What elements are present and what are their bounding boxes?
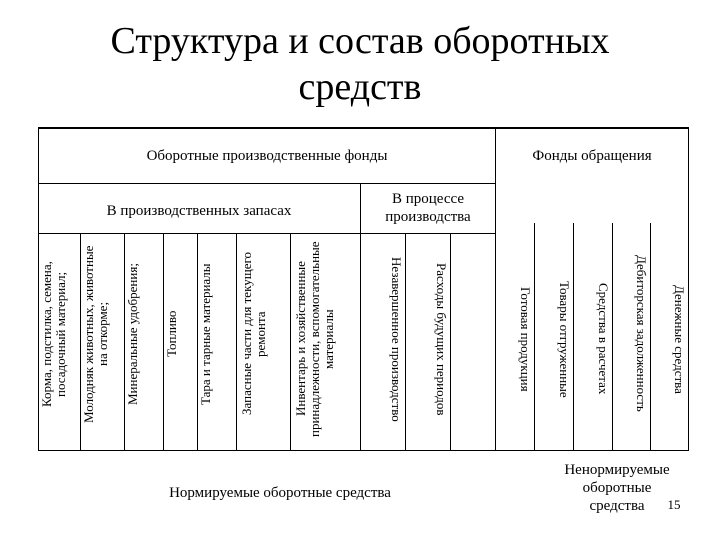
column-divider xyxy=(450,233,451,450)
column-label: Расходы будущих периодов xyxy=(434,262,449,416)
column-label: Инвентарь и хозяйственные принадлежности, вспомогательные материалы xyxy=(293,241,336,437)
column-divider xyxy=(612,223,613,450)
non-normed-funds-label: Ненормируемые оборотные средства xyxy=(564,462,670,514)
column-divider xyxy=(650,223,651,450)
header-row-divider xyxy=(38,183,496,184)
in-stocks-header: В производственных запасах xyxy=(106,203,292,219)
column-label: Молодняк животных, животные на откорме; xyxy=(81,245,110,423)
column-divider xyxy=(573,223,574,450)
bottom-border xyxy=(38,450,689,451)
column-divider xyxy=(360,233,361,450)
column-label: Готовая продукция xyxy=(518,286,533,392)
column-label: Тара и тарные материалы xyxy=(198,263,213,405)
funds-divider xyxy=(495,127,496,450)
right-border xyxy=(688,127,689,450)
column-label: Средства в расчетах xyxy=(596,283,611,395)
column-label: Денежные средства xyxy=(672,284,687,394)
stocks-process-divider xyxy=(360,183,361,233)
column-label: Корма, подстилка, семена, посадочный материал; xyxy=(39,261,68,407)
column-label: Минеральные удобрения; xyxy=(125,263,140,405)
slide-number: 15 xyxy=(667,497,681,512)
column-label: Товары отгруженные xyxy=(557,280,572,398)
column-divider xyxy=(236,233,237,450)
top-border xyxy=(38,127,689,129)
circulation-funds-header: Фонды обращения xyxy=(532,148,652,164)
page-title: Структура и состав оборотных средств xyxy=(110,20,610,108)
column-divider xyxy=(405,233,406,450)
column-label: Запасные части для текущего ремонта xyxy=(239,252,268,416)
normed-funds-label: Нормируемые оборотные средства xyxy=(169,485,391,501)
column-divider xyxy=(534,223,535,450)
column-divider xyxy=(290,233,291,450)
production-funds-header: Оборотные производственные фонды xyxy=(146,148,388,164)
in-process-header: В процессе производства xyxy=(385,191,471,225)
column-label: Дебиторская задолженность xyxy=(634,254,649,412)
subheader-row-divider xyxy=(38,233,496,234)
column-label: Незавершенное производство xyxy=(389,256,404,422)
column-label: Топливо xyxy=(164,310,179,358)
